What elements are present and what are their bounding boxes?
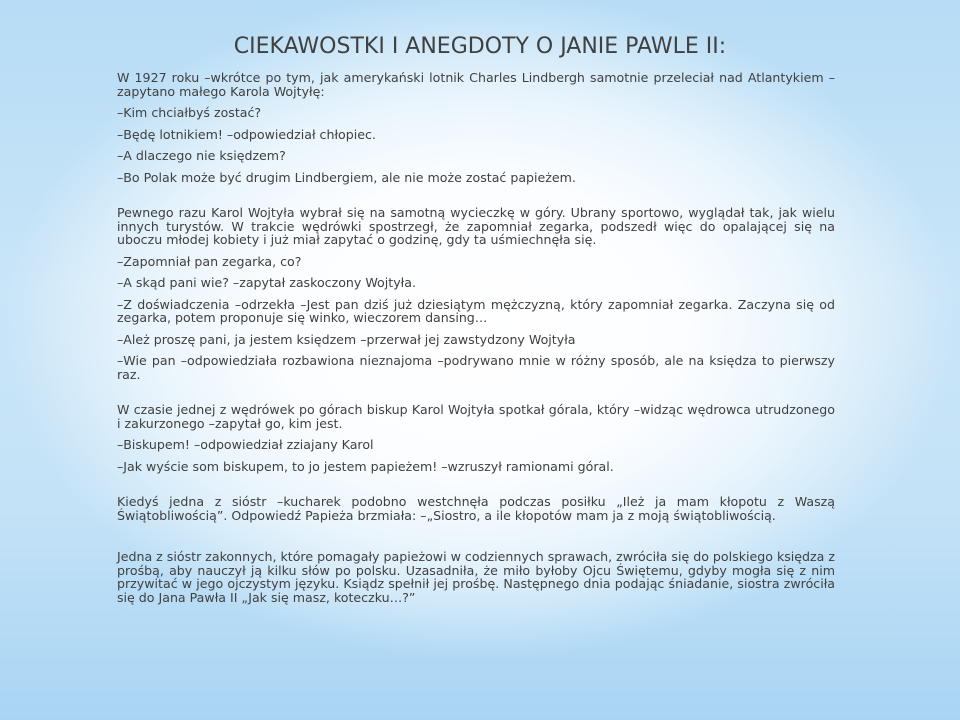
dialogue-line: –Z doświadczenia –odrzekła –Jest pan dziś już dziesiątym mężczyzną, który zapomniał zegarka. Zaczyna się od zegarka, potem proponuje się winko, wieczorem dansing… <box>117 296 835 325</box>
story-sister-cook: Kiedyś jedna z sióstr –kucharek podobno westchnęła podczas posiłku „Ileż ja mam kłopotu z Waszą Świątobliwością”. Odpowiedź Papieża brzmiała: –„Siostro, a ile kłopotów mam ja z moją świątobliwością. <box>117 494 835 523</box>
dialogue-line: –A dlaczego nie księdzem? <box>117 148 286 163</box>
story-lindbergh-intro: W 1927 roku –wkrótce po tym, jak amerykański lotnik Charles Lindbergh samotnie przeleciał nad Atlantykiem –zapytano małego Karola Wojtyłę: <box>117 70 835 99</box>
slide-title: CIEKAWOSTKI I ANEGDOTY O JANIE PAWLE II: <box>233 34 727 59</box>
dialogue-line: –Bo Polak może być drugim Lindbergiem, ale nie może zostać papieżem. <box>117 169 576 185</box>
slide-content <box>117 71 835 612</box>
dialogue-line: –A skąd pani wie? –zapytał zaskoczony Wojtyła. <box>117 275 416 290</box>
dialogue-line: –Kim chciałbyś zostać? <box>117 105 262 120</box>
story-highlander-intro: W czasie jednej z wędrówek po górach biskup Karol Wojtyła spotkał górala, który –widząc wędrowca utrudzonego i zakurzonego –zapytał go, kim jest. <box>117 402 835 431</box>
dialogue-line: –Biskupem! –odpowiedział zziajany Karol <box>117 437 374 452</box>
story-sister-polish: Jedna z sióstr zakonnych, które pomagały papieżowi w codziennych sprawach, zwróciła się do polskiego księdza z prośbą, aby nauczył ją kilku słów po polsku. Uzasadniła, że miło byłoby Ojcu Świętemu, gdyby mogła się z nim przywitać w jego ojczystym języku. Ksiądz spełnił jej prośbę. Następnego dnia podając śniadanie, siostra zwróciła się do Jana Pawła II „Jak się masz, koteczku…?” <box>117 549 835 605</box>
dialogue-line: –Będę lotnikiem! –odpowiedział chłopiec. <box>117 126 376 142</box>
dialogue-line: –Ależ proszę pani, ja jestem księdzem –przerwał jej zawstydzony Wojtyła <box>117 331 576 347</box>
dialogue-line: –Zapomniał pan zegarka, co? <box>117 253 302 269</box>
story-watch-intro: Pewnego razu Karol Wojtyła wybrał się na samotną wycieczkę w góry. Ubrany sportowo, wyglądał tak, jak wielu innych turystów. W trakcie wędrówki spostrzegł, że zapomniał zegarka, podszedł więc do opalającej się na uboczu młodej kobiety i już miał zapytać o godzinę, gdy ta uśmiechnęła się. <box>117 205 835 247</box>
dialogue-line: –Wie pan –odpowiedziała rozbawiona nieznajoma –podrywano mnie w różny sposób, ale na księdza to pierwszy raz. <box>117 353 835 382</box>
dialogue-line: –Jak wyście som biskupem, to jo jestem papieżem! –wzruszył ramionami góral. <box>117 458 614 474</box>
